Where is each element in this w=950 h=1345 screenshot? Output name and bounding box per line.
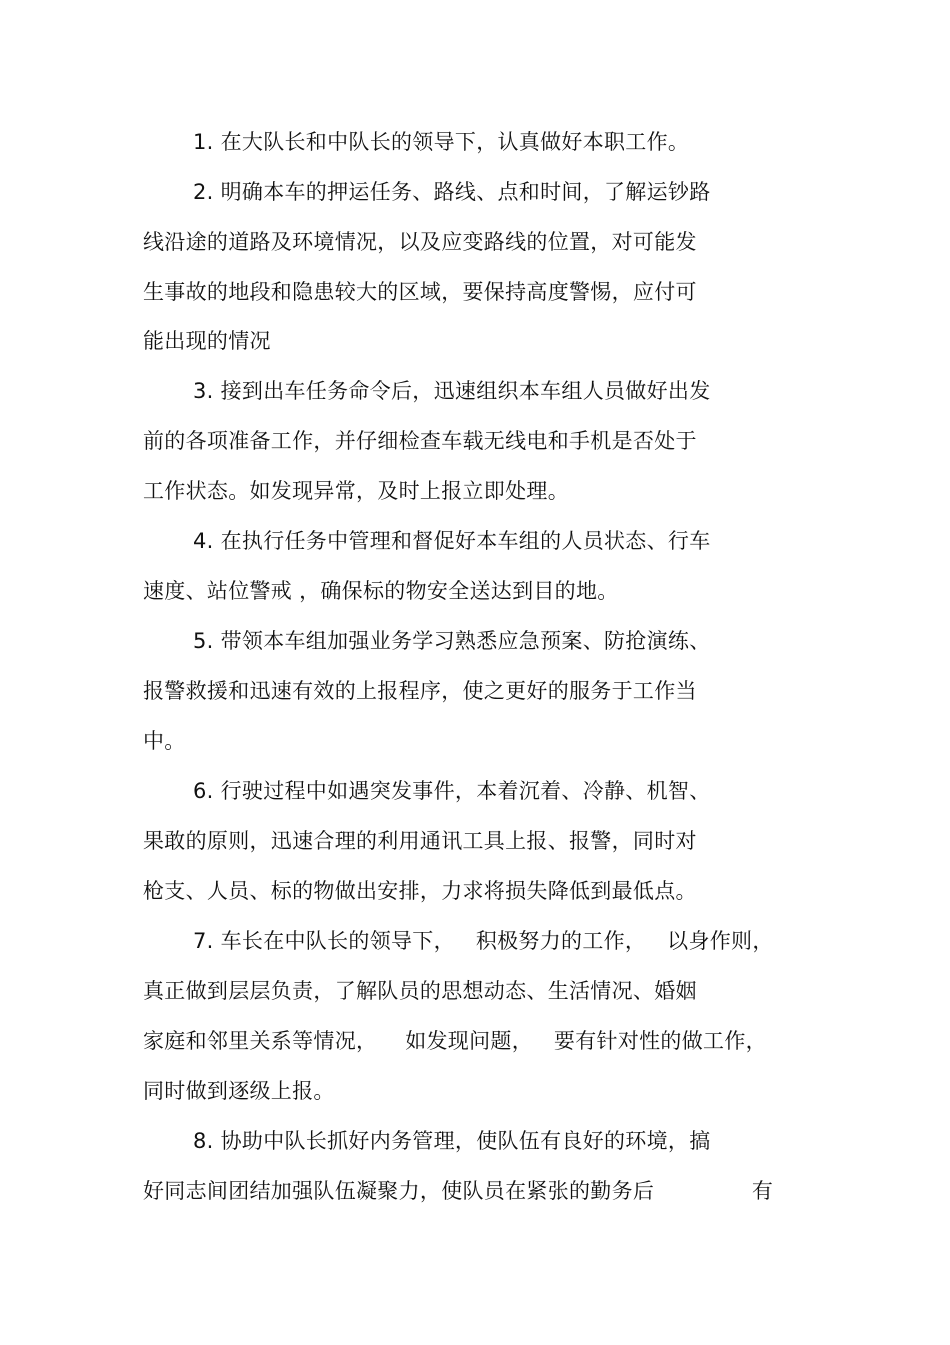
item-3-line-1: 3. 接到出车任务命令后，迅速组织本车组人员做好出发 (193, 379, 711, 403)
item-3-line-2: 前的各项准备工作，并仔细检查车载无线电和手机是否处于 (143, 429, 697, 453)
item-2-line-3: 生事故的地段和隐患较大的区域，要保持高度警惕，应付可 (143, 280, 697, 304)
item-3-line-3: 工作状态。如发现异常，及时上报立即处理。 (143, 479, 569, 503)
item-4-line-2: 速度、站位警戒 ，确保标的物安全送达到目的地。 (143, 579, 619, 603)
item-4-line-1: 4. 在执行任务中管理和督促好本车组的人员状态、行车 (193, 529, 711, 553)
item-5-line-2: 报警救援和迅速有效的上报程序，使之更好的服务于工作当 (143, 679, 697, 703)
item-7-line-2: 真正做到层层负责，了解队员的思想动态、生活情况、婚姻 (143, 979, 697, 1003)
item-1-line-1: 1. 在大队长和中队长的领导下，认真做好本职工作。 (193, 130, 690, 154)
item-7-line-3: 家庭和邻里关系等情况， 如发现问题， 要有针对性的做工作， (143, 1029, 767, 1053)
item-5-line-3: 中。 (143, 729, 186, 753)
item-6-line-2: 果敢的原则，迅速合理的利用通讯工具上报、报警，同时对 (143, 829, 697, 853)
item-6-line-1: 6. 行驶过程中如遇突发事件，本着沉着、冷静、机智、 (193, 779, 711, 803)
item-7-line-4: 同时做到逐级上报。 (143, 1079, 335, 1103)
item-2-line-2: 线沿途的道路及环境情况，以及应变路线的位置，对可能发 (143, 230, 697, 254)
item-2-line-4: 能出现的情况 (143, 329, 271, 353)
item-2-line-1: 2. 明确本车的押运任务、路线、点和时间，了解运钞路 (193, 180, 711, 204)
item-7-line-1: 7. 车长在中队长的领导下， 积极努力的工作， 以身作则， (193, 929, 774, 953)
item-5-line-1: 5. 带领本车组加强业务学习熟悉应急预案、防抢演练、 (193, 629, 711, 653)
item-8-line-1: 8. 协助中队长抓好内务管理，使队伍有良好的环境，搞 (193, 1129, 711, 1153)
item-8-line-2: 好同志间团结加强队伍凝聚力，使队员在紧张的勤务后 有 (143, 1179, 774, 1203)
item-6-line-3: 枪支、人员、标的物做出安排，力求将损失降低到最低点。 (143, 879, 697, 903)
